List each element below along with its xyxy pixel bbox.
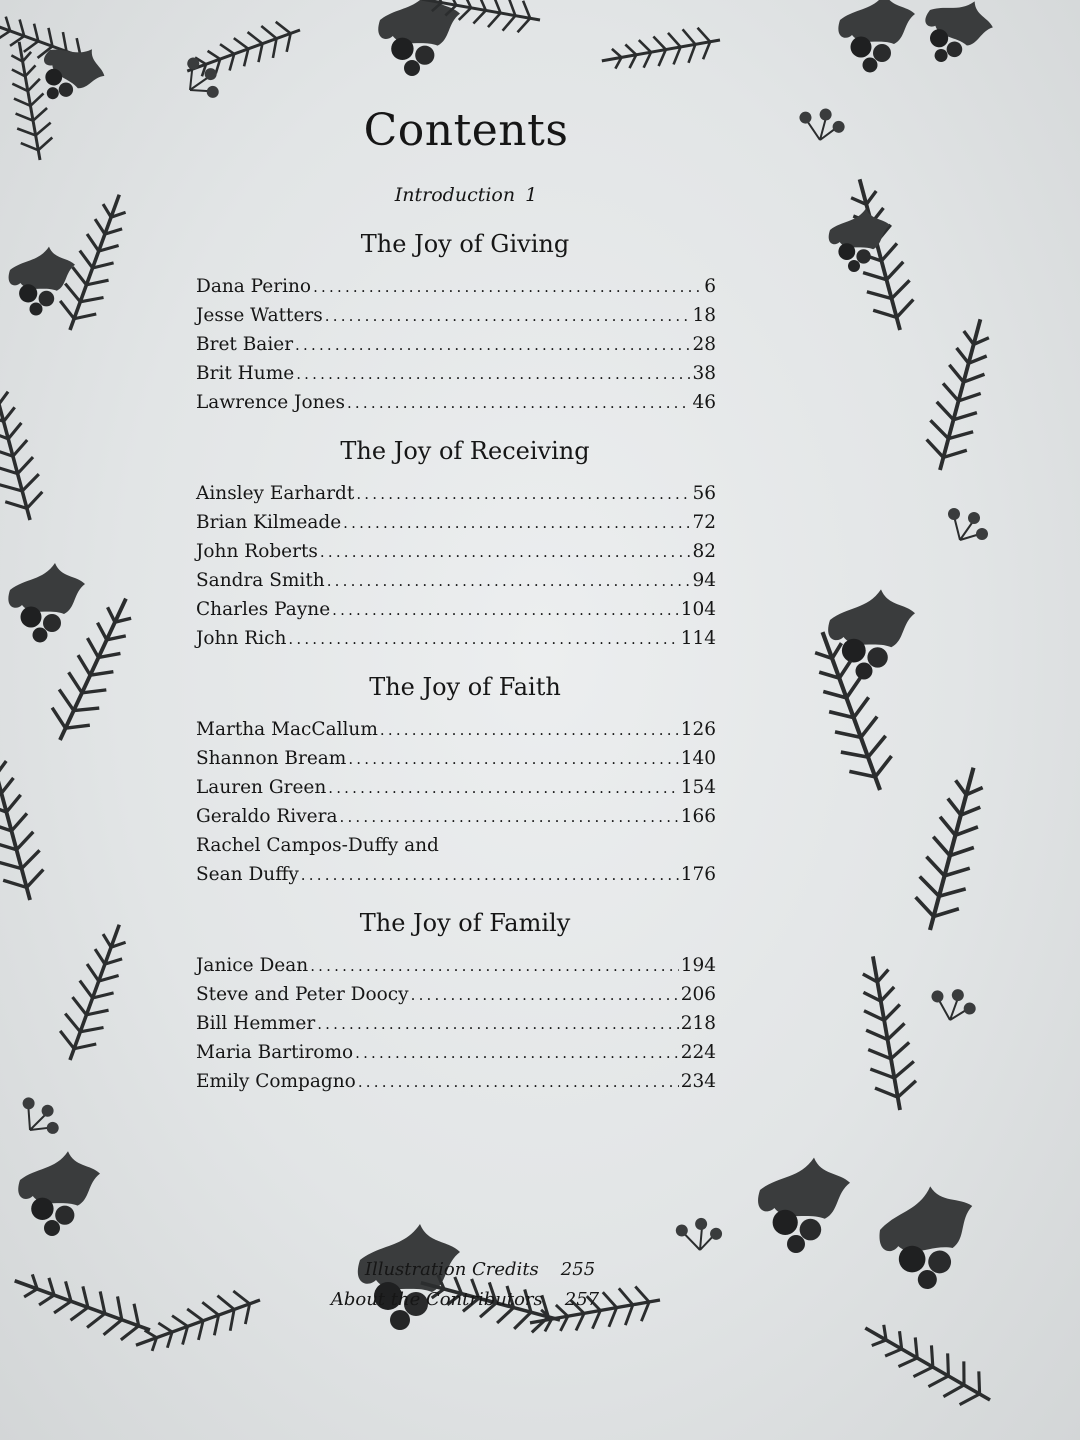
toc-entry[interactable] — [196, 773, 716, 802]
entry-name: Maria Bartiromo — [196, 1042, 354, 1063]
entry-name: Brit Hume — [196, 363, 295, 384]
dot-leader — [317, 1010, 679, 1039]
entry-name: Bret Baier — [196, 334, 294, 355]
entry-name: Shannon Bream — [196, 748, 347, 769]
toc-entry[interactable] — [196, 301, 716, 330]
table-of-contents — [190, 105, 730, 1310]
toc-entry[interactable] — [196, 624, 716, 653]
back-matter-entry[interactable] — [190, 1255, 730, 1285]
toc-entry[interactable] — [196, 388, 716, 417]
introduction-entry[interactable] — [190, 184, 730, 206]
section-entries-faith — [196, 715, 716, 889]
toc-entry[interactable] — [196, 272, 716, 301]
dot-leader — [320, 538, 691, 567]
toc-entry[interactable] — [196, 802, 716, 831]
toc-entry[interactable] — [196, 860, 716, 889]
dot-leader — [332, 596, 679, 625]
entry-name: Brian Kilmeade — [196, 512, 342, 533]
back-matter-label: Illustration Credits — [364, 1259, 539, 1280]
entry-name: Geraldo Rivera — [196, 806, 338, 827]
toc-entry[interactable] — [196, 508, 716, 537]
dot-leader — [355, 1039, 679, 1068]
toc-entry[interactable] — [196, 359, 716, 388]
back-matter — [190, 1255, 730, 1315]
entry-name: Lawrence Jones — [196, 392, 345, 413]
entry-page: 206 — [680, 984, 716, 1005]
entry-name: Sean Duffy — [196, 864, 299, 885]
dot-leader — [327, 567, 691, 596]
dot-leader — [411, 981, 679, 1010]
section-title-giving: The Joy of Giving — [360, 230, 570, 258]
toc-entry-name-line[interactable] — [196, 831, 716, 860]
dot-leader — [343, 509, 690, 538]
back-matter-page: 255 — [560, 1259, 596, 1280]
entry-page: 154 — [680, 777, 716, 798]
entry-page: 82 — [692, 541, 716, 562]
entry-page: 194 — [680, 955, 716, 976]
toc-entry[interactable] — [196, 566, 716, 595]
entry-page: 94 — [692, 570, 716, 591]
dot-leader — [347, 389, 690, 418]
section-title-faith: The Joy of Faith — [369, 673, 561, 701]
toc-entry[interactable] — [196, 1067, 716, 1096]
entry-page: 46 — [692, 392, 716, 413]
section-title-family: The Joy of Family — [359, 909, 571, 937]
introduction-label: Introduction — [394, 184, 516, 206]
section-entries-giving — [196, 272, 716, 417]
dot-leader — [328, 774, 678, 803]
entry-page: 28 — [692, 334, 716, 355]
entry-page: 56 — [692, 483, 716, 504]
dot-leader — [348, 745, 678, 774]
entry-page: 126 — [680, 719, 716, 740]
dot-leader — [310, 952, 678, 981]
entry-page: 218 — [680, 1013, 716, 1034]
entry-name: Emily Compagno — [196, 1071, 356, 1092]
toc-entry[interactable] — [196, 744, 716, 773]
section-entries-receiving — [196, 479, 716, 653]
entry-page: 72 — [692, 512, 716, 533]
dot-leader — [288, 625, 678, 654]
dot-leader — [296, 360, 690, 389]
entry-page: 6 — [704, 276, 716, 297]
back-matter-page: 257 — [564, 1289, 600, 1310]
entry-page: 140 — [680, 748, 716, 769]
toc-entry[interactable] — [196, 951, 716, 980]
toc-entry[interactable] — [196, 479, 716, 508]
entry-name: Dana Perino — [196, 276, 312, 297]
dot-leader — [340, 803, 679, 832]
page-title: Contents — [363, 105, 569, 156]
entry-name: Sandra Smith — [196, 570, 325, 591]
entry-page: 18 — [692, 305, 716, 326]
entry-name: Jesse Watters — [196, 305, 323, 326]
entry-name: John Roberts — [196, 541, 318, 562]
entry-page: 176 — [680, 864, 716, 885]
entry-page: 224 — [680, 1042, 716, 1063]
entry-name: Ainsley Earhardt — [196, 483, 355, 504]
toc-entry[interactable] — [196, 330, 716, 359]
entry-name: John Rich — [196, 628, 287, 649]
toc-entry[interactable] — [196, 715, 716, 744]
introduction-page: 1 — [525, 184, 538, 206]
toc-entry[interactable] — [196, 537, 716, 566]
dot-leader — [301, 861, 679, 890]
section-entries-family — [196, 951, 716, 1096]
dot-leader — [380, 716, 679, 745]
entry-name: Janice Dean — [196, 955, 309, 976]
entry-name: Steve and Peter Doocy — [196, 984, 409, 1005]
toc-entry[interactable] — [196, 980, 716, 1009]
back-matter-entry[interactable] — [190, 1285, 730, 1315]
entry-name: Lauren Green — [196, 777, 327, 798]
entry-name: Charles Payne — [196, 599, 331, 620]
entry-page: 114 — [680, 628, 716, 649]
dot-leader — [295, 331, 690, 360]
entry-page: 166 — [680, 806, 716, 827]
entry-page: 104 — [680, 599, 716, 620]
back-matter-label: About the Contributors — [330, 1289, 543, 1310]
section-title-receiving: The Joy of Receiving — [340, 437, 590, 465]
dot-leader — [356, 480, 690, 509]
entry-name: Bill Hemmer — [196, 1013, 316, 1034]
dot-leader — [313, 273, 702, 302]
entry-page: 38 — [692, 363, 716, 384]
toc-entry[interactable] — [196, 1009, 716, 1038]
entry-name-line1: Rachel Campos-Duffy and — [196, 835, 439, 856]
dot-leader — [358, 1068, 679, 1097]
toc-entry[interactable] — [196, 1038, 716, 1067]
entry-name: Martha MacCallum — [196, 719, 378, 740]
entry-page: 234 — [680, 1071, 716, 1092]
toc-entry[interactable] — [196, 595, 716, 624]
dot-leader — [325, 302, 691, 331]
